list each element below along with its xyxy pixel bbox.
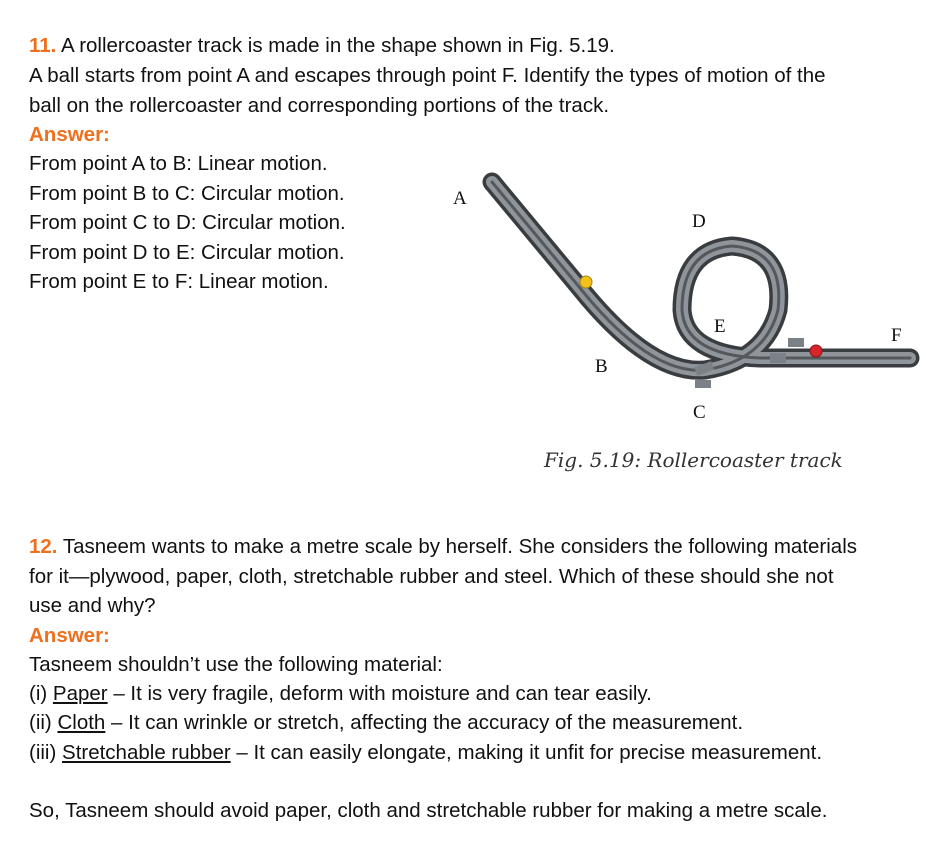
support-clamp <box>788 338 804 347</box>
ball-yellow <box>580 276 592 288</box>
q12-answer-intro: Tasneem shouldn’t use the following material: <box>29 653 443 676</box>
q12-text-1: Tasneem wants to make a metre scale by herself. She considers the following materials <box>62 535 858 558</box>
q12-conclusion: So, Tasneem should avoid paper, cloth and stretchable rubber for making a metre scale. <box>29 799 828 822</box>
q11-answer-line: From point D to E: Circular motion. <box>29 241 345 264</box>
item-term: Stretchable rubber <box>62 741 231 764</box>
support-clamp <box>770 353 786 363</box>
point-label-a: A <box>453 188 467 209</box>
q12-number: 12. <box>29 535 58 558</box>
q11-text-1: A rollercoaster track is made in the shape shown in Fig. 5.19. <box>60 34 615 57</box>
q11-number: 11. <box>29 34 57 57</box>
q11-answer-line: From point B to C: Circular motion. <box>29 182 345 205</box>
point-label-c: C <box>693 402 706 423</box>
q11-question-line-1 <box>29 31 615 61</box>
q11-answer-line: From point E to F: Linear motion. <box>29 270 329 293</box>
q12-answer-item <box>29 679 652 709</box>
q11-answer-line: From point A to B: Linear motion. <box>29 152 328 175</box>
item-term: Cloth <box>57 711 106 734</box>
q12-answer-item <box>29 708 743 738</box>
item-prefix: (i) <box>29 682 53 705</box>
item-prefix: (ii) <box>29 711 58 734</box>
item-desc: – It can easily elongate, making it unfit for precise measurement. <box>230 741 823 764</box>
point-label-e: E <box>714 316 726 337</box>
item-prefix: (iii) <box>29 741 63 764</box>
point-label-b: B <box>595 356 608 377</box>
q12-question-line-1 <box>29 532 857 562</box>
figure-caption: Fig. 5.19: Rollercoaster track <box>544 448 843 472</box>
item-desc: – It is very fragile, deform with moisture and can tear easily. <box>107 682 652 705</box>
rollercoaster-figure <box>420 170 920 435</box>
q12-question-line-3: use and why? <box>29 594 156 617</box>
support-clamp <box>695 380 711 388</box>
q11-answer-label: Answer: <box>29 123 110 146</box>
q12-question-line-2: for it—plywood, paper, cloth, stretchable rubber and steel. Which of these should she not <box>29 565 834 588</box>
q11-answer-line: From point C to D: Circular motion. <box>29 211 346 234</box>
point-label-f: F <box>891 325 902 346</box>
item-term: Paper <box>52 682 108 705</box>
q11-question-line-2: A ball starts from point A and escapes through point F. Identify the types of motion of the <box>29 64 826 87</box>
q12-answer-label: Answer: <box>29 624 110 647</box>
q12-answer-item <box>29 738 822 768</box>
ball-red <box>810 345 822 357</box>
q11-question-line-3: ball on the rollercoaster and corresponding portions of the track. <box>29 94 610 117</box>
item-desc: – It can wrinkle or stretch, affecting the accuracy of the measurement. <box>105 711 744 734</box>
point-label-d: D <box>692 211 706 232</box>
